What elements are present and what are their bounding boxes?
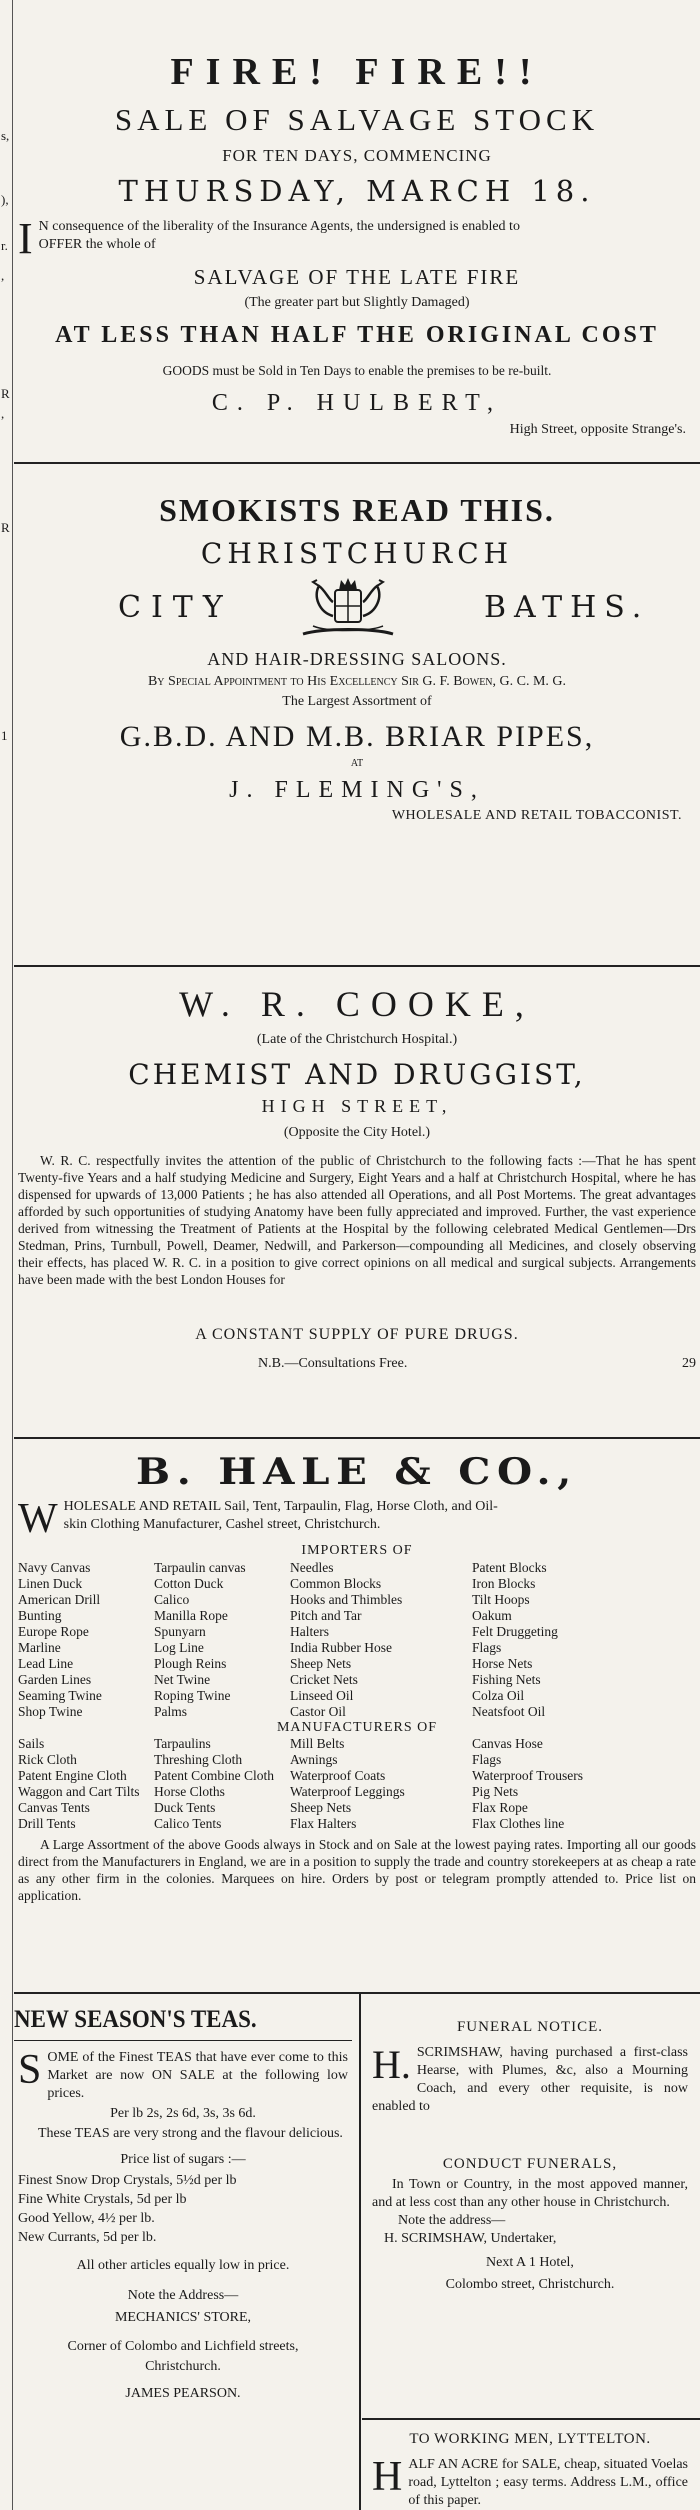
table-cell: Flags	[472, 1640, 502, 1655]
working-intro	[368, 2456, 692, 2510]
table-cell: Tarpaulin canvas	[154, 1560, 246, 1575]
teas-city: Christchurch.	[145, 2359, 221, 2374]
table-cell: American Drill	[18, 1592, 101, 1607]
sale-heading: SALE OF SALVAGE STOCK	[114, 102, 600, 137]
table-cell: Waterproof Trousers	[472, 1768, 584, 1783]
cooke-supply: A CONSTANT SUPPLY OF PURE DRUGS.	[195, 1326, 519, 1343]
table-cell: Calico Tents	[154, 1816, 222, 1831]
teas-others: All other articles equally low in price.	[76, 2258, 290, 2273]
list-item: Fine White Crystals, 5d per lb	[18, 2192, 187, 2207]
table-cell: Colza Oil	[472, 1688, 525, 1703]
table-cell: Lead Line	[18, 1656, 74, 1671]
table-cell: Shop Twine	[18, 1704, 83, 1719]
hale-footer: A Large Assortment of the above Goods always in Stock and on Sale at the lowest paying rates. Importing all our goods direct from the Manufacturers in England, we are in a position to supply the trade and country storekeepers at as cheap a rate as any other firm in the colonies. Marquees on hire. Orders by post or telegram promptly attended to. Price list on application.	[18, 1837, 696, 1903]
importers-table	[14, 1560, 700, 1720]
intro-line: N consequence of the liberality of the Insurance Agents, the undersigned is enabled to	[38, 219, 520, 234]
cooke-ref: 29	[682, 1356, 696, 1371]
table-cell: Linen Duck	[18, 1576, 83, 1591]
hale-ad	[14, 1452, 700, 1906]
table-cell: Tilt Hoops	[472, 1592, 530, 1607]
table-cell: Drill Tents	[18, 1816, 76, 1831]
column-divider	[359, 1994, 361, 2510]
funeral-note: Note the address—	[398, 2213, 506, 2228]
table-cell: Flax Rope	[472, 1800, 528, 1815]
table-cell: Garden Lines	[18, 1672, 92, 1687]
table-cell: Threshing Cloth	[154, 1752, 243, 1767]
goods-note: GOODS must be Sold in Ten Days to enable the premises to be re-built.	[162, 363, 552, 378]
table-cell: Waterproof Coats	[290, 1768, 386, 1783]
funeral-intro	[368, 2044, 692, 2152]
baths-word: BATHS.	[484, 590, 650, 625]
funeral-body: In Town or Country, in the most appoved manner, and at less cost than any other house in Christchurch.	[372, 2177, 688, 2210]
table-cell: Flax Clothes line	[472, 1816, 565, 1831]
manufacturers-heading: MANUFACTURERS OF	[276, 1720, 438, 1735]
table-cell: Horse Cloths	[154, 1784, 225, 1799]
cooke-name: W. R. COOKE,	[179, 984, 535, 1024]
smokists-ad	[14, 490, 700, 826]
table-cell: Net Twine	[154, 1672, 211, 1687]
gutter-mark: 1	[1, 728, 8, 743]
table-cell: Common Blocks	[290, 1576, 382, 1591]
table-cell: Tarpaulins	[154, 1736, 211, 1751]
table-cell: Sails	[18, 1736, 45, 1751]
divider	[14, 462, 700, 464]
place-heading: CHRISTCHURCH	[200, 537, 514, 570]
salvage-heading: SALVAGE OF THE LATE FIRE	[193, 265, 521, 289]
drop-cap: H	[372, 2454, 403, 2500]
teas-owner: JAMES PEARSON.	[125, 2386, 241, 2401]
table-cell: Halters	[290, 1624, 329, 1639]
drop-cap: H.	[372, 2044, 411, 2087]
gutter-mark: r.	[1, 238, 8, 253]
teas-intro-text: OME of the Finest TEAS that have ever come to this Market are now ON SALE at the following low prices.	[47, 2050, 348, 2101]
table-cell: Iron Blocks	[472, 1576, 536, 1591]
teas-note: Note the Address—	[127, 2288, 239, 2303]
tobacconist-trade: WHOLESALE AND RETAIL TOBACCONIST.	[391, 808, 682, 823]
table-cell: Europe Rope	[18, 1624, 89, 1639]
teas-corner: Corner of Colombo and Lichfield streets,	[67, 2339, 299, 2354]
table-cell: Log Line	[154, 1640, 204, 1655]
teas-headline: NEW SEASON'S TEAS.	[14, 2006, 257, 2033]
table-cell: Seaming Twine	[18, 1688, 102, 1703]
table-cell: Patent Blocks	[472, 1560, 547, 1575]
cooke-trade: CHEMIST AND DRUGGIST,	[128, 1058, 586, 1091]
table-cell: Flags	[472, 1752, 502, 1767]
table-cell: Horse Nets	[472, 1656, 533, 1671]
divider	[362, 2418, 700, 2420]
table-cell: Hooks and Thimbles	[290, 1592, 403, 1607]
table-cell: Plough Reins	[154, 1656, 227, 1671]
table-cell: Marline	[18, 1640, 61, 1655]
appointment-note: By Special Appointment to His Excellency Sir G. F. Bowen, G. C. M. G.	[147, 674, 567, 689]
intro-line: HOLESALE AND RETAIL Sail, Tent, Tarpaulin, Flag, Horse Cloth, and Oil-	[63, 1499, 498, 1514]
cooke-late: (Late of the Christchurch Hospital.)	[256, 1032, 458, 1047]
table-cell: Palms	[154, 1704, 188, 1719]
table-cell: Linseed Oil	[290, 1688, 354, 1703]
table-cell: Waggon and Cart Tilts	[18, 1784, 140, 1799]
table-cell: Cricket Nets	[290, 1672, 358, 1687]
table-cell: Fishing Nets	[472, 1672, 541, 1687]
funeral-intro-text: SCRIMSHAW, having purchased a first-class Hearse, with Plumes, &c, also a Mourning Coach, and every other requisite, is now enabled to	[372, 2045, 688, 2114]
teas-ad	[14, 2004, 352, 2405]
table-cell: Navy Canvas	[18, 1560, 91, 1575]
table-cell: Rick Cloth	[18, 1752, 77, 1767]
fire-headline: FIRE! FIRE!!	[170, 51, 544, 93]
teas-prices: Per lb 2s, 2s 6d, 3s, 3s 6d.	[110, 2106, 256, 2121]
table-cell: Neatsfoot Oil	[472, 1704, 546, 1719]
table-cell: Bunting	[18, 1608, 62, 1623]
funeral-ad	[368, 2004, 692, 2296]
table-cell: Sheep Nets	[290, 1656, 352, 1671]
merchant-name: C. P. HULBERT,	[211, 390, 503, 416]
at-word: AT	[350, 758, 364, 769]
table-cell: Pitch and Tar	[290, 1608, 362, 1623]
table-cell: Patent Engine Cloth	[18, 1768, 127, 1783]
drop-cap: I	[18, 218, 33, 258]
cooke-footer	[14, 1356, 700, 1378]
table-cell: Cotton Duck	[154, 1576, 224, 1591]
cooke-body: W. R. C. respectfully invites the attention of the public of Christchurch to the following facts :—That he has spent Twenty-five Years and a half studying Medicine and Surgery, Eight Years and a half at Christchurch Hospital, where he has dispensed for upwards of 13,000 Patients ; he has also attended all Operations, and all Post Mortems. The great advantages afforded by such opportunities of studying Anatomy have been fully appreciated and improved. Further, the vast experience derived from witnessing the Treatment of Patients at the Hospital by the following celebrated Medical Gentlemen—Drs Stedman, Prins, Turnbull, Powell, Deamer, Nedwill, and Parkerson—compounding all Medicines, and closely observing their effects, has placed W. R. C. in a position to give correct opinions on all medical and surgical subjects. Arrangements have been made with the best London Houses for	[18, 1153, 696, 1287]
list-item: New Currants, 5d per lb.	[18, 2230, 157, 2245]
list-item: Finest Snow Drop Crystals, 5½d per lb	[18, 2173, 237, 2188]
table-cell: Needles	[290, 1560, 334, 1575]
saloons-heading: AND HAIR-DRESSING SALOONS.	[207, 649, 507, 669]
teas-intro	[14, 2049, 352, 2103]
gutter-mark: R	[1, 520, 10, 535]
table-cell: Calico	[154, 1592, 190, 1607]
cooke-opposite: (Opposite the City Hotel.)	[283, 1125, 431, 1140]
cooke-consult: N.B.—Consultations Free.	[258, 1356, 408, 1371]
funeral-next: Next A 1 Hotel,	[486, 2255, 574, 2270]
teas-store: MECHANICS' STORE,	[114, 2310, 252, 2325]
left-gutter	[0, 0, 13, 2510]
table-cell: Felt Druggeting	[472, 1624, 558, 1639]
working-intro-text: ALF AN ACRE for SALE, cheap, situated Voelas road, Lyttelton ; easy terms. Address L.M., office of this paper.	[408, 2457, 688, 2508]
pipes-heading: G.B.D. AND M.B. BRIAR PIPES,	[119, 720, 595, 753]
city-word: CITY	[118, 590, 233, 625]
damage-note: (The greater part but Slightly Damaged)	[244, 295, 470, 310]
manufacturers-table	[14, 1736, 700, 1832]
fire-sale-ad	[14, 50, 700, 440]
baths-row	[14, 574, 700, 644]
divider	[14, 1992, 700, 1994]
cooke-street: HIGH STREET,	[261, 1096, 453, 1116]
divider	[14, 1437, 700, 1439]
table-cell: Duck Tents	[154, 1800, 216, 1815]
list-item: Good Yellow, 4½ per lb.	[18, 2211, 155, 2226]
table-cell: Patent Combine Cloth	[154, 1768, 274, 1783]
merchant-address: High Street, opposite Strange's.	[509, 422, 686, 437]
gutter-mark: s,	[1, 128, 10, 143]
table-cell: Pig Nets	[472, 1784, 519, 1799]
gutter-mark: R	[1, 386, 10, 401]
intro-line: OFFER the whole of	[38, 237, 156, 252]
drop-cap: S	[18, 2049, 42, 2093]
table-cell: Roping Twine	[154, 1688, 231, 1703]
table-cell: Manilla Rope	[154, 1608, 228, 1623]
gutter-mark: ,	[1, 406, 5, 421]
hale-name: B. HALE & CO.,	[135, 1452, 579, 1492]
table-cell: Flax Halters	[290, 1816, 357, 1831]
divider	[14, 965, 700, 967]
tobacconist-name: J. FLEMING'S,	[229, 777, 485, 803]
sale-date: THURSDAY, MARCH 18.	[118, 174, 596, 208]
drop-cap: W	[18, 1498, 58, 1538]
table-cell: Canvas Hose	[472, 1736, 543, 1751]
gutter-mark: ,	[1, 268, 5, 283]
price-heading: AT LESS THAN HALF THE ORIGINAL COST	[55, 322, 659, 348]
cooke-ad	[14, 982, 700, 1378]
funeral-conduct: CONDUCT FUNERALS,	[442, 2156, 618, 2172]
table-cell: Waterproof Leggings	[290, 1784, 405, 1799]
smokists-headline: SMOKISTS READ THIS.	[159, 492, 555, 528]
royal-crest-icon	[283, 576, 413, 642]
sale-duration: FOR TEN DAYS, COMMENCING	[222, 146, 492, 165]
table-cell: Awnings	[290, 1752, 338, 1767]
gutter-mark: ),	[1, 192, 9, 207]
hale-intro	[14, 1498, 700, 1538]
table-cell: Mill Belts	[290, 1736, 345, 1751]
sugar-list	[14, 2171, 352, 2247]
funeral-heading: FUNERAL NOTICE.	[456, 2019, 604, 2035]
sugar-heading: Price list of sugars :—	[120, 2152, 246, 2167]
table-cell: Canvas Tents	[18, 1800, 90, 1815]
table-cell: Castor Oil	[290, 1704, 346, 1719]
funeral-owner: H. SCRIMSHAW, Undertaker,	[384, 2231, 557, 2246]
importers-heading: IMPORTERS OF	[301, 1543, 413, 1558]
fire-intro	[14, 218, 700, 258]
working-men-ad	[368, 2428, 692, 2510]
table-cell: Sheep Nets	[290, 1800, 352, 1815]
intro-line: skin Clothing Manufacturer, Cashel street, Christchurch.	[63, 1517, 381, 1532]
table-cell: India Rubber Hose	[290, 1640, 392, 1655]
assortment-note: The Largest Assortment of	[282, 694, 432, 709]
working-heading: TO WORKING MEN, LYTTELTON.	[409, 2431, 651, 2447]
funeral-street: Colombo street, Christchurch.	[445, 2277, 615, 2292]
table-cell: Spunyarn	[154, 1624, 206, 1639]
table-cell: Oakum	[472, 1608, 512, 1623]
teas-strong: These TEAS are very strong and the flavour delicious.	[38, 2126, 343, 2141]
